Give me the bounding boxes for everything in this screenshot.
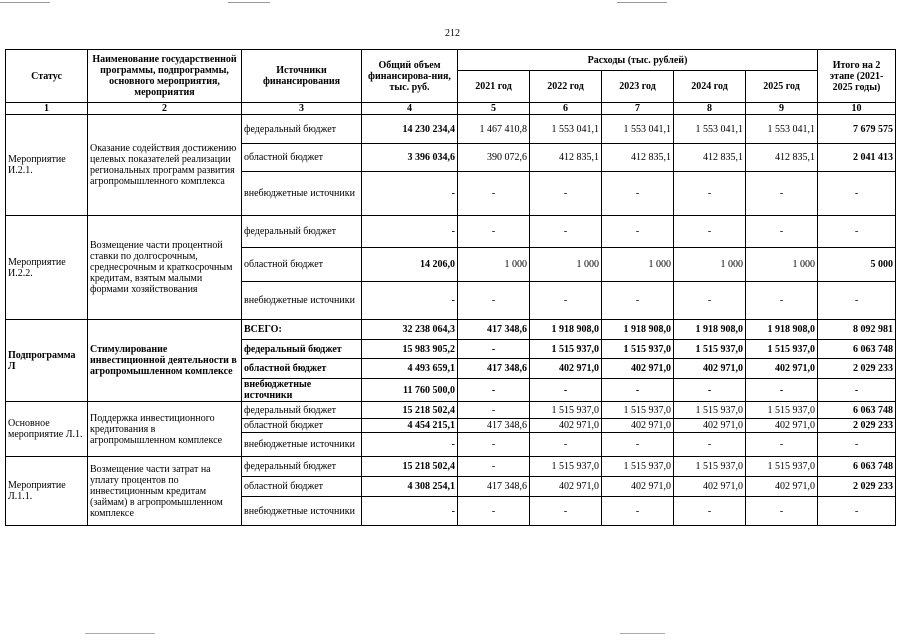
year-2022-cell: - — [530, 216, 602, 248]
year-2024-cell: 402 971,0 — [674, 477, 746, 497]
program-name-cell: Стимулирование инвестиционной деятельности в агропромышленном комплексе — [88, 320, 242, 402]
financing-table — [5, 49, 896, 526]
funding-source-cell: внебюджетные источники — [242, 282, 362, 320]
header-year-2022: 2022 год — [530, 71, 602, 103]
program-name-cell: Оказание содействия достижению целевых показателей реализации региональных программ развития агропромышленного комплекса — [88, 115, 242, 216]
col-number: 3 — [242, 103, 362, 115]
year-2022-cell: 1 515 937,0 — [530, 340, 602, 359]
stage-total-cell: 7 679 575 — [818, 115, 896, 144]
year-2024-cell: 402 971,0 — [674, 419, 746, 433]
year-2022-cell: - — [530, 433, 602, 457]
top-rule-left — [0, 2, 50, 3]
col-number: 9 — [746, 103, 818, 115]
year-2023-cell: 402 971,0 — [602, 477, 674, 497]
header-sources: Источники финансирования — [242, 50, 362, 103]
year-2021-cell: 1 000 — [458, 248, 530, 282]
year-2021-cell: 417 348,6 — [458, 320, 530, 340]
year-2022-cell: 1 000 — [530, 248, 602, 282]
year-2025-cell: 1 553 041,1 — [746, 115, 818, 144]
year-2023-cell: 1 000 — [602, 248, 674, 282]
total-volume-cell: - — [362, 433, 458, 457]
year-2021-cell: - — [458, 497, 530, 526]
program-name-cell: Возмещение части затрат на уплату процентов по инвестиционным кредитам (займам) в агропромышленном комплексе — [88, 457, 242, 526]
total-volume-cell: 4 493 659,1 — [362, 359, 458, 379]
funding-source-cell: внебюджетные источники — [242, 433, 362, 457]
year-2022-cell: - — [530, 379, 602, 402]
bottom-rule-right — [620, 633, 665, 634]
year-2023-cell: - — [602, 497, 674, 526]
funding-source-cell: областной бюджет — [242, 477, 362, 497]
year-2023-cell: - — [602, 216, 674, 248]
total-volume-cell: 14 230 234,4 — [362, 115, 458, 144]
total-volume-cell: - — [362, 172, 458, 216]
year-2024-cell: - — [674, 216, 746, 248]
year-2025-cell: 402 971,0 — [746, 419, 818, 433]
year-2025-cell: - — [746, 282, 818, 320]
year-2025-cell: 1 515 937,0 — [746, 457, 818, 477]
col-number: 6 — [530, 103, 602, 115]
year-2021-cell: - — [458, 379, 530, 402]
year-2024-cell: 402 971,0 — [674, 359, 746, 379]
year-2025-cell: 1 000 — [746, 248, 818, 282]
year-2023-cell: 1 918 908,0 — [602, 320, 674, 340]
year-2022-cell: 1 515 937,0 — [530, 457, 602, 477]
year-2021-cell: 390 072,6 — [458, 144, 530, 172]
year-2022-cell: - — [530, 172, 602, 216]
year-2021-cell: 417 348,6 — [458, 359, 530, 379]
year-2023-cell: - — [602, 379, 674, 402]
year-2024-cell: - — [674, 172, 746, 216]
page-number: 212 — [445, 28, 460, 39]
year-2021-cell: - — [458, 216, 530, 248]
col-number: 4 — [362, 103, 458, 115]
stage-total-cell: - — [818, 172, 896, 216]
year-2024-cell: - — [674, 497, 746, 526]
funding-source-cell: внебюджетные источники — [242, 497, 362, 526]
year-2022-cell: - — [530, 282, 602, 320]
funding-source-cell: областной бюджет — [242, 359, 362, 379]
year-2022-cell: 402 971,0 — [530, 419, 602, 433]
year-2024-cell: 1 515 937,0 — [674, 402, 746, 419]
year-2024-cell: 412 835,1 — [674, 144, 746, 172]
year-2025-cell: - — [746, 216, 818, 248]
total-volume-cell: 4 308 254,1 — [362, 477, 458, 497]
year-2023-cell: 402 971,0 — [602, 359, 674, 379]
year-2021-cell: 417 348,6 — [458, 419, 530, 433]
stage-total-cell: 6 063 748 — [818, 402, 896, 419]
status-cell: Мероприятие Л.1.1. — [6, 457, 88, 526]
header-name: Наименование государственной программы, подпрограммы, основного мероприятия, мероприятия — [88, 50, 242, 103]
stage-total-cell: 2 041 413 — [818, 144, 896, 172]
year-2023-cell: - — [602, 172, 674, 216]
table-row — [6, 457, 896, 477]
year-2022-cell: 1 553 041,1 — [530, 115, 602, 144]
table-row — [6, 320, 896, 340]
year-2024-cell: 1 515 937,0 — [674, 457, 746, 477]
year-2021-cell: - — [458, 282, 530, 320]
year-2022-cell: 402 971,0 — [530, 359, 602, 379]
year-2022-cell: 412 835,1 — [530, 144, 602, 172]
stage-total-cell: 6 063 748 — [818, 340, 896, 359]
total-volume-cell: - — [362, 497, 458, 526]
stage-total-cell: - — [818, 282, 896, 320]
funding-source-cell: федеральный бюджет — [242, 340, 362, 359]
funding-source-cell: областной бюджет — [242, 248, 362, 282]
year-2025-cell: 412 835,1 — [746, 144, 818, 172]
funding-source-cell: внебюджетные источники — [242, 379, 362, 402]
year-2025-cell: 1 515 937,0 — [746, 340, 818, 359]
table-row — [6, 402, 896, 419]
stage-total-cell: 6 063 748 — [818, 457, 896, 477]
year-2023-cell: - — [602, 433, 674, 457]
col-number: 5 — [458, 103, 530, 115]
year-2023-cell: 1 553 041,1 — [602, 115, 674, 144]
stage-total-cell: 2 029 233 — [818, 477, 896, 497]
year-2025-cell: - — [746, 379, 818, 402]
column-number-row — [6, 103, 896, 115]
year-2023-cell: 402 971,0 — [602, 419, 674, 433]
year-2021-cell: - — [458, 433, 530, 457]
total-volume-cell: 11 760 500,0 — [362, 379, 458, 402]
year-2025-cell: 402 971,0 — [746, 477, 818, 497]
year-2024-cell: 1 000 — [674, 248, 746, 282]
year-2023-cell: 1 515 937,0 — [602, 457, 674, 477]
year-2021-cell: - — [458, 340, 530, 359]
year-2025-cell: 1 515 937,0 — [746, 402, 818, 419]
year-2024-cell: 1 553 041,1 — [674, 115, 746, 144]
year-2024-cell: 1 515 937,0 — [674, 340, 746, 359]
status-cell: Мероприятие И.2.2. — [6, 216, 88, 320]
funding-source-cell: областной бюджет — [242, 419, 362, 433]
year-2025-cell: 402 971,0 — [746, 359, 818, 379]
col-number: 2 — [88, 103, 242, 115]
funding-source-cell: областной бюджет — [242, 144, 362, 172]
program-name-cell: Возмещение части процентной ставки по долгосрочным, среднесрочным и краткосрочным кредитам, взятым малыми формами хозяйствования — [88, 216, 242, 320]
header-total-volume: Общий объем финансирова-ния, тыс. руб. — [362, 50, 458, 103]
total-volume-cell: 15 983 905,2 — [362, 340, 458, 359]
year-2025-cell: - — [746, 497, 818, 526]
year-2022-cell: - — [530, 497, 602, 526]
stage-total-cell: 2 029 233 — [818, 419, 896, 433]
funding-source-cell: федеральный бюджет — [242, 216, 362, 248]
year-2022-cell: 402 971,0 — [530, 477, 602, 497]
funding-source-cell: федеральный бюджет — [242, 457, 362, 477]
total-volume-cell: - — [362, 216, 458, 248]
funding-source-cell: ВСЕГО: — [242, 320, 362, 340]
stage-total-cell: - — [818, 216, 896, 248]
year-2021-cell: - — [458, 172, 530, 216]
total-volume-cell: - — [362, 282, 458, 320]
header-year-2021: 2021 год — [458, 71, 530, 103]
table-row — [6, 216, 896, 248]
year-2021-cell: - — [458, 402, 530, 419]
year-2021-cell: 417 348,6 — [458, 477, 530, 497]
col-number: 1 — [6, 103, 88, 115]
top-rule-mid — [228, 2, 270, 3]
stage-total-cell: 8 092 981 — [818, 320, 896, 340]
year-2023-cell: 1 515 937,0 — [602, 340, 674, 359]
year-2023-cell: - — [602, 282, 674, 320]
stage-total-cell: - — [818, 433, 896, 457]
year-2022-cell: 1 515 937,0 — [530, 402, 602, 419]
funding-source-cell: федеральный бюджет — [242, 402, 362, 419]
top-rule-right — [617, 2, 667, 3]
total-volume-cell: 3 396 034,6 — [362, 144, 458, 172]
total-volume-cell: 4 454 215,1 — [362, 419, 458, 433]
header-expenses: Расходы (тыс. рублей) — [458, 50, 818, 71]
header-status: Статус — [6, 50, 88, 103]
col-number: 7 — [602, 103, 674, 115]
status-cell: Мероприятие И.2.1. — [6, 115, 88, 216]
year-2021-cell: - — [458, 457, 530, 477]
stage-total-cell: - — [818, 497, 896, 526]
header-year-2025: 2025 год — [746, 71, 818, 103]
total-volume-cell: 15 218 502,4 — [362, 457, 458, 477]
year-2024-cell: - — [674, 282, 746, 320]
header-stage-total: Итого на 2 этапе (2021-2025 годы) — [818, 50, 896, 103]
year-2023-cell: 412 835,1 — [602, 144, 674, 172]
header-year-2023: 2023 год — [602, 71, 674, 103]
year-2025-cell: - — [746, 433, 818, 457]
header-year-2024: 2024 год — [674, 71, 746, 103]
status-cell: Подпрограмма Л — [6, 320, 88, 402]
status-cell: Основное мероприятие Л.1. — [6, 402, 88, 457]
stage-total-cell: - — [818, 379, 896, 402]
table-row — [6, 115, 896, 144]
year-2023-cell: 1 515 937,0 — [602, 402, 674, 419]
bottom-rule-left — [85, 633, 155, 634]
col-number: 10 — [818, 103, 896, 115]
col-number: 8 — [674, 103, 746, 115]
year-2024-cell: 1 918 908,0 — [674, 320, 746, 340]
total-volume-cell: 32 238 064,3 — [362, 320, 458, 340]
year-2021-cell: 1 467 410,8 — [458, 115, 530, 144]
program-name-cell: Поддержка инвестиционного кредитования в агропромышленном комплексе — [88, 402, 242, 457]
year-2024-cell: - — [674, 379, 746, 402]
year-2025-cell: 1 918 908,0 — [746, 320, 818, 340]
total-volume-cell: 15 218 502,4 — [362, 402, 458, 419]
year-2022-cell: 1 918 908,0 — [530, 320, 602, 340]
funding-source-cell: внебюджетные источники — [242, 172, 362, 216]
stage-total-cell: 5 000 — [818, 248, 896, 282]
stage-total-cell: 2 029 233 — [818, 359, 896, 379]
total-volume-cell: 14 206,0 — [362, 248, 458, 282]
table-body — [6, 115, 896, 526]
funding-source-cell: федеральный бюджет — [242, 115, 362, 144]
header-row-1 — [6, 50, 896, 71]
year-2025-cell: - — [746, 172, 818, 216]
year-2024-cell: - — [674, 433, 746, 457]
